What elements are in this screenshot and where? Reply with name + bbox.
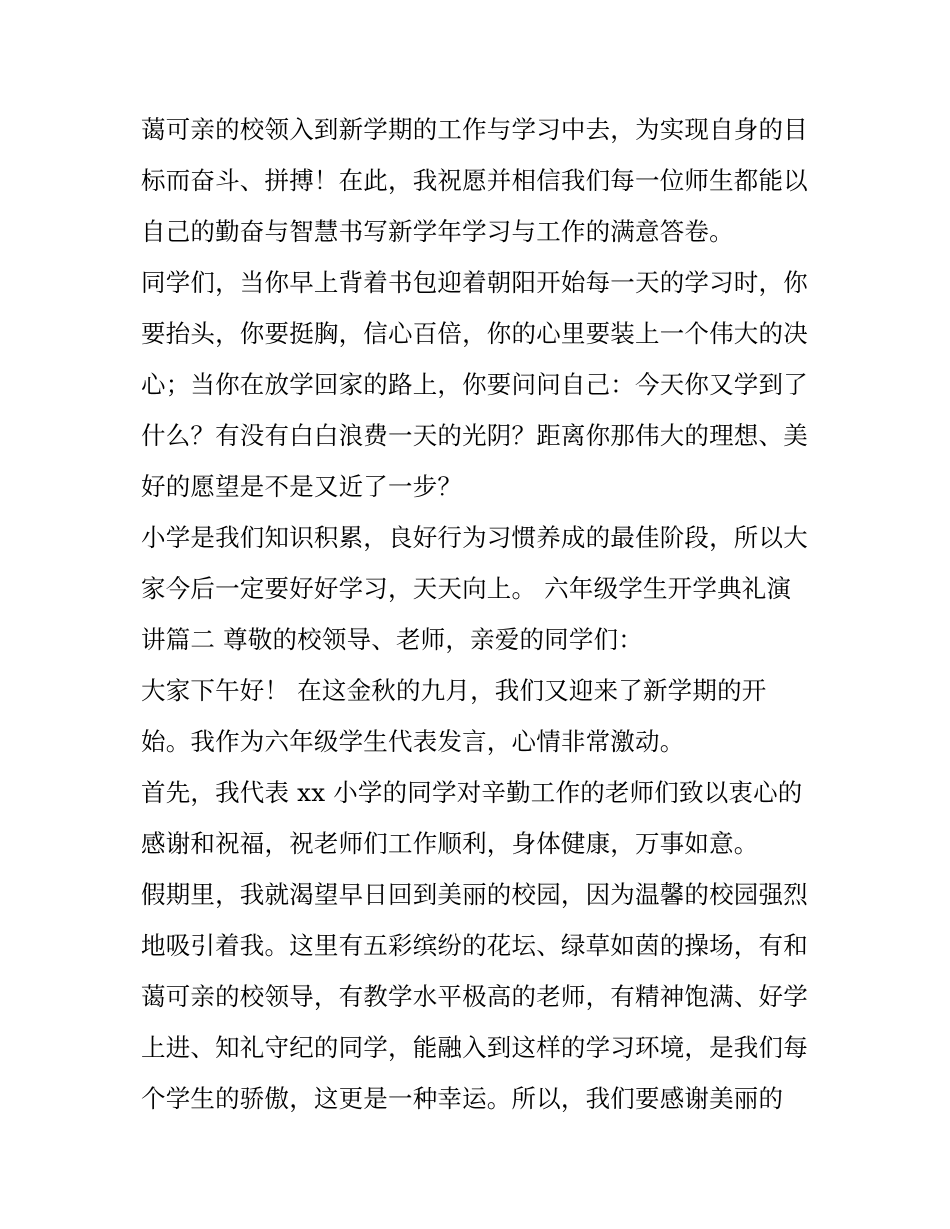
text-line-13: 始。我作为六年级学生代表发言，心情非常激动。 (141, 727, 685, 756)
text-line-17: 地吸引着我。这里有五彩缤纷的花坛、绿草如茵的操场，有和 (141, 931, 808, 960)
text-line-20: 个学生的骄傲，这更是一种幸运。所以，我们要感谢美丽的 (141, 1084, 784, 1113)
text-line-4: 同学们，当你早上背着书包迎着朝阳开始每一天的学习时，你 (141, 268, 808, 297)
text-line-10: 家今后一定要好好学习，天天向上。 六年级学生开学典礼演 (141, 574, 792, 603)
text-line-18: 蔼可亲的校领导，有教学水平极高的老师，有精神饱满、好学 (141, 982, 808, 1011)
text-line-1: 蔼可亲的校领入到新学期的工作与学习中去，为实现自身的目 (141, 115, 808, 144)
text-line-12: 大家下午好！ 在这金秋的九月，我们又迎来了新学期的开 (141, 676, 767, 705)
text-line-3: 自己的勤奋与智慧书写新学年学习与工作的满意答卷。 (141, 217, 734, 246)
text-line-14: 首先，我代表 xx 小学的同学对辛勤工作的老师们致以衷心的 (141, 778, 803, 807)
text-line-2: 标而奋斗、拼搏！在此，我祝愿并相信我们每一位师生都能以 (141, 166, 808, 195)
text-line-7: 什么？有没有白白浪费一天的光阴？距离你那伟大的理想、美 (141, 421, 808, 450)
text-line-15: 感谢和祝福，祝老师们工作顺利，身体健康，万事如意。 (141, 829, 759, 858)
text-line-8: 好的愿望是不是又近了一步？ (141, 472, 463, 501)
text-line-9: 小学是我们知识积累，良好行为习惯养成的最佳阶段，所以大 (141, 523, 808, 552)
text-line-5: 要抬头，你要挺胸，信心百倍，你的心里要装上一个伟大的决 (141, 319, 808, 348)
text-line-19: 上进、知礼守纪的同学，能融入到这样的学习环境，是我们每 (141, 1033, 808, 1062)
text-line-16: 假期里，我就渴望早日回到美丽的校园，因为温馨的校园强烈 (141, 880, 808, 909)
text-line-11: 讲篇二 尊敬的校领导、老师，亲爱的同学们： (141, 625, 643, 654)
text-line-6: 心；当你在放学回家的路上，你要问问自己：今天你又学到了 (141, 370, 808, 399)
